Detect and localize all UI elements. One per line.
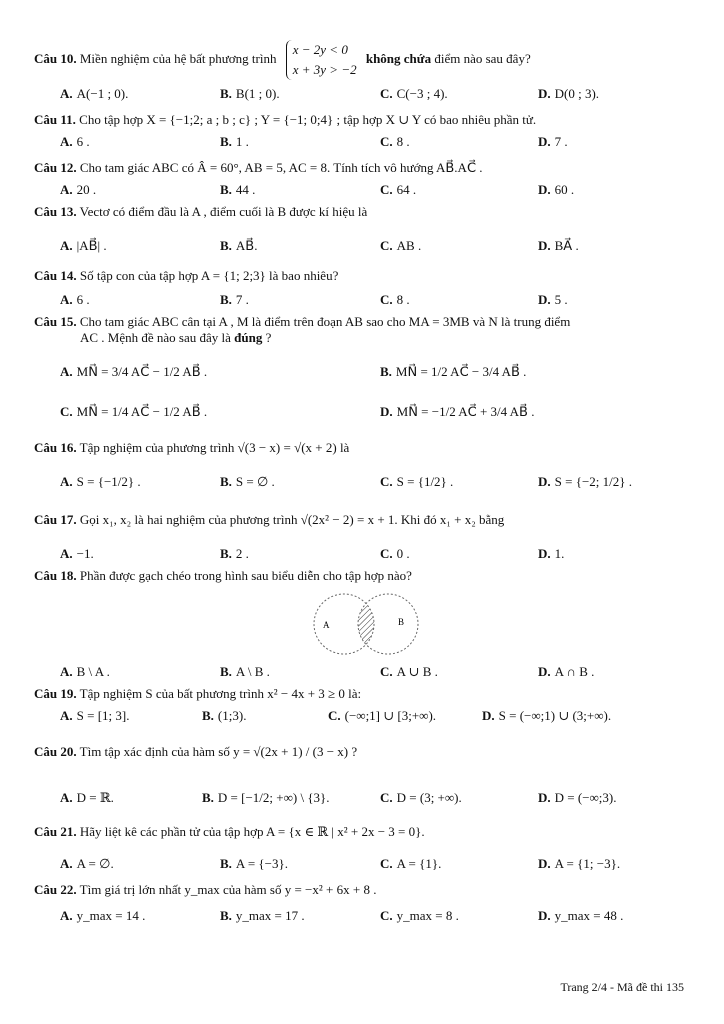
option-d[interactable]: D. S = {−2; 1/2} .	[538, 474, 632, 489]
option-b[interactable]: B. y_max = 17 .	[220, 908, 305, 923]
option-d[interactable]: D. BA⃗ .	[538, 238, 579, 253]
option-d[interactable]: D. y_max = 48 .	[538, 908, 624, 923]
emphasis-text: không chứa	[365, 50, 432, 66]
question-number: Câu 20.	[34, 744, 77, 759]
option-c[interactable]: C. 64 .	[380, 182, 417, 197]
question-tail: ?	[265, 330, 272, 345]
question-text: Phần được gạch chéo trong hình sau biểu diễn cho tập hợp nào?	[79, 568, 412, 583]
set-b-label: B	[398, 617, 405, 627]
question-text: Miền nghiệm của hệ bất phương trình	[79, 50, 277, 66]
set-a-label: A	[323, 620, 330, 630]
question-number: Câu 13.	[34, 204, 77, 219]
option-c[interactable]: C. MN⃗ = 1/4 AC⃗ − 1/2 AB⃗ .	[60, 404, 208, 419]
question-text: Số tập con của tập hợp A = {1; 2;3} là bao nhiêu?	[79, 268, 339, 283]
question-15	[34, 314, 694, 346]
question-text: Tìm tập xác định của hàm số y = √(2x + 1) / (3 − x) ?	[79, 744, 358, 759]
question-11	[34, 112, 694, 128]
question-18	[34, 568, 694, 584]
options-row	[60, 546, 700, 564]
option-b[interactable]: B. D = [−1/2; +∞) \ {3}.	[202, 790, 330, 805]
option-a[interactable]: A. −1.	[60, 546, 94, 561]
option-d[interactable]: D. S = (−∞;1) ∪ (3;+∞).	[482, 708, 612, 723]
question-text: Cho tam giác ABC cân tại A , M là điểm trên đoạn AB sao cho MA = 3MB và N là trung điểm	[79, 314, 571, 329]
options-row	[60, 708, 700, 726]
question-22	[34, 882, 694, 898]
options-row	[60, 364, 700, 382]
question-number: Câu 14.	[34, 268, 77, 283]
option-d[interactable]: D. D = (−∞;3).	[538, 790, 617, 805]
question-number: Câu 11.	[34, 112, 76, 127]
question-20	[34, 744, 694, 760]
emphasis-text: đúng	[234, 330, 263, 345]
options-row	[60, 134, 700, 152]
options-row	[60, 474, 700, 492]
question-text: Tập nghiệm của phương trình √(3 − x) = √(x + 2) là	[79, 440, 350, 455]
option-c[interactable]: C. 8 .	[380, 134, 410, 149]
option-d[interactable]: D. 7 .	[538, 134, 568, 149]
question-16	[34, 440, 694, 456]
inequality-1: x − 2y < 0	[292, 42, 348, 57]
question-text: Tìm giá trị lớn nhất y_max của hàm số y = −x² + 6x + 8 .	[79, 882, 377, 897]
option-c[interactable]: C. 8 .	[380, 292, 410, 307]
inequality-system	[286, 40, 357, 80]
option-d[interactable]: D. 1.	[538, 546, 565, 561]
option-b[interactable]: B. A \ B .	[220, 664, 270, 679]
question-14	[34, 268, 694, 284]
question-19	[34, 686, 694, 702]
question-number: Câu 22.	[34, 882, 77, 897]
options-row	[60, 908, 700, 926]
question-13	[34, 204, 694, 220]
option-c[interactable]: C. y_max = 8 .	[380, 908, 459, 923]
option-c[interactable]: C. C(−3 ; 4).	[380, 86, 448, 101]
option-a[interactable]: A. S = {−1/2} .	[60, 474, 141, 489]
question-number: Câu 15.	[34, 314, 77, 329]
question-number: Câu 18.	[34, 568, 77, 583]
question-21	[34, 824, 694, 840]
options-row	[60, 790, 700, 808]
option-c[interactable]: C. S = {1/2} .	[380, 474, 454, 489]
options-row	[60, 86, 700, 104]
option-b[interactable]: B. (1;3).	[202, 708, 247, 723]
option-b[interactable]: B. 7 .	[220, 292, 249, 307]
option-a[interactable]: A. A = ∅.	[60, 856, 114, 871]
venn-diagram	[296, 592, 436, 656]
option-a[interactable]: A. 20 .	[60, 182, 97, 197]
option-a[interactable]: A. MN⃗ = 3/4 AC⃗ − 1/2 AB⃗ .	[60, 364, 208, 379]
question-number: Câu 19.	[34, 686, 77, 701]
option-c[interactable]: C. D = (3; +∞).	[380, 790, 462, 805]
option-b[interactable]: B. MN⃗ = 1/2 AC⃗ − 3/4 AB⃗ .	[380, 364, 527, 379]
page-footer: Trang 2/4 - Mã đề thi 135	[560, 980, 684, 994]
option-b[interactable]: B. 1 .	[220, 134, 249, 149]
question-text: Tập nghiệm S của bất phương trình x² − 4x + 3 ≥ 0 là:	[79, 686, 362, 701]
question-number: Câu 10.	[34, 50, 77, 66]
option-b[interactable]: B. 44 .	[220, 182, 256, 197]
question-text: Cho tam giác ABC có Â = 60°, AB = 5, AC = 8. Tính tích vô hướng AB⃗.AC⃗ .	[79, 160, 483, 175]
question-12	[34, 160, 694, 176]
options-row	[60, 856, 700, 874]
question-text: Vectơ có điểm đầu là A , điểm cuối là B được kí hiệu là	[79, 204, 368, 219]
option-c[interactable]: C. (−∞;1] ∪ [3;+∞).	[328, 708, 437, 723]
question-number: Câu 17.	[34, 512, 77, 527]
option-c[interactable]: C. A = {1}.	[380, 856, 442, 871]
option-a[interactable]: A. S = [1; 3].	[60, 708, 130, 723]
option-a[interactable]: A. y_max = 14 .	[60, 908, 146, 923]
option-c[interactable]: C. A ∪ B .	[380, 664, 438, 679]
option-c[interactable]: C. AB .	[380, 238, 422, 253]
option-b[interactable]: B. AB⃗.	[220, 238, 258, 253]
options-row	[60, 404, 700, 422]
question-number: Câu 21.	[34, 824, 77, 839]
question-number: Câu 12.	[34, 160, 77, 175]
option-b[interactable]: B. A = {−3}.	[220, 856, 288, 871]
question-text-cont: AC . Mệnh đề nào sau đây là	[80, 330, 231, 345]
option-a[interactable]: A. A(−1 ; 0).	[60, 86, 129, 101]
option-b[interactable]: B. B(1 ; 0).	[220, 86, 280, 101]
option-a[interactable]: A. |AB⃗| .	[60, 238, 107, 253]
option-a[interactable]: A. D = ℝ.	[60, 790, 114, 805]
question-text: Gọi x₁, x₂ là hai nghiệm của phương trình √(2x² − 2) = x + 1. Khi đó x₁ + x₂ bằng	[79, 512, 505, 527]
option-a[interactable]: A. 6 .	[60, 134, 90, 149]
option-b[interactable]: B. 2 .	[220, 546, 249, 561]
inequality-2: x + 3y > −2	[292, 62, 357, 77]
option-a[interactable]: A. 6 .	[60, 292, 90, 307]
question-text: Cho tập hợp X = {−1;2; a ; b ; c} ; Y = {−1; 0;4} ; tập hợp X ∪ Y có bao nhiêu phần tử.	[79, 112, 537, 127]
options-row	[60, 238, 700, 256]
option-d[interactable]: D. D(0 ; 3).	[538, 86, 600, 101]
question-number: Câu 16.	[34, 440, 77, 455]
option-b[interactable]: B. S = ∅ .	[220, 474, 275, 489]
question-17	[34, 512, 694, 528]
options-row	[60, 292, 700, 310]
question-tail: điểm nào sau đây?	[434, 50, 531, 66]
option-d[interactable]: D. A ∩ B .	[538, 664, 595, 679]
question-10	[34, 40, 694, 80]
options-row	[60, 664, 700, 682]
options-row	[60, 182, 700, 200]
option-c[interactable]: C. 0 .	[380, 546, 410, 561]
option-d[interactable]: D. 60 .	[538, 182, 575, 197]
option-a[interactable]: A. B \ A .	[60, 664, 110, 679]
option-d[interactable]: D. MN⃗ = −1/2 AC⃗ + 3/4 AB⃗ .	[380, 404, 535, 419]
option-d[interactable]: D. 5 .	[538, 292, 568, 307]
question-text: Hãy liệt kê các phần tử của tập hợp A = {x ∈ ℝ | x² + 2x − 3 = 0}.	[79, 824, 425, 839]
option-d[interactable]: D. A = {1; −3}.	[538, 856, 621, 871]
